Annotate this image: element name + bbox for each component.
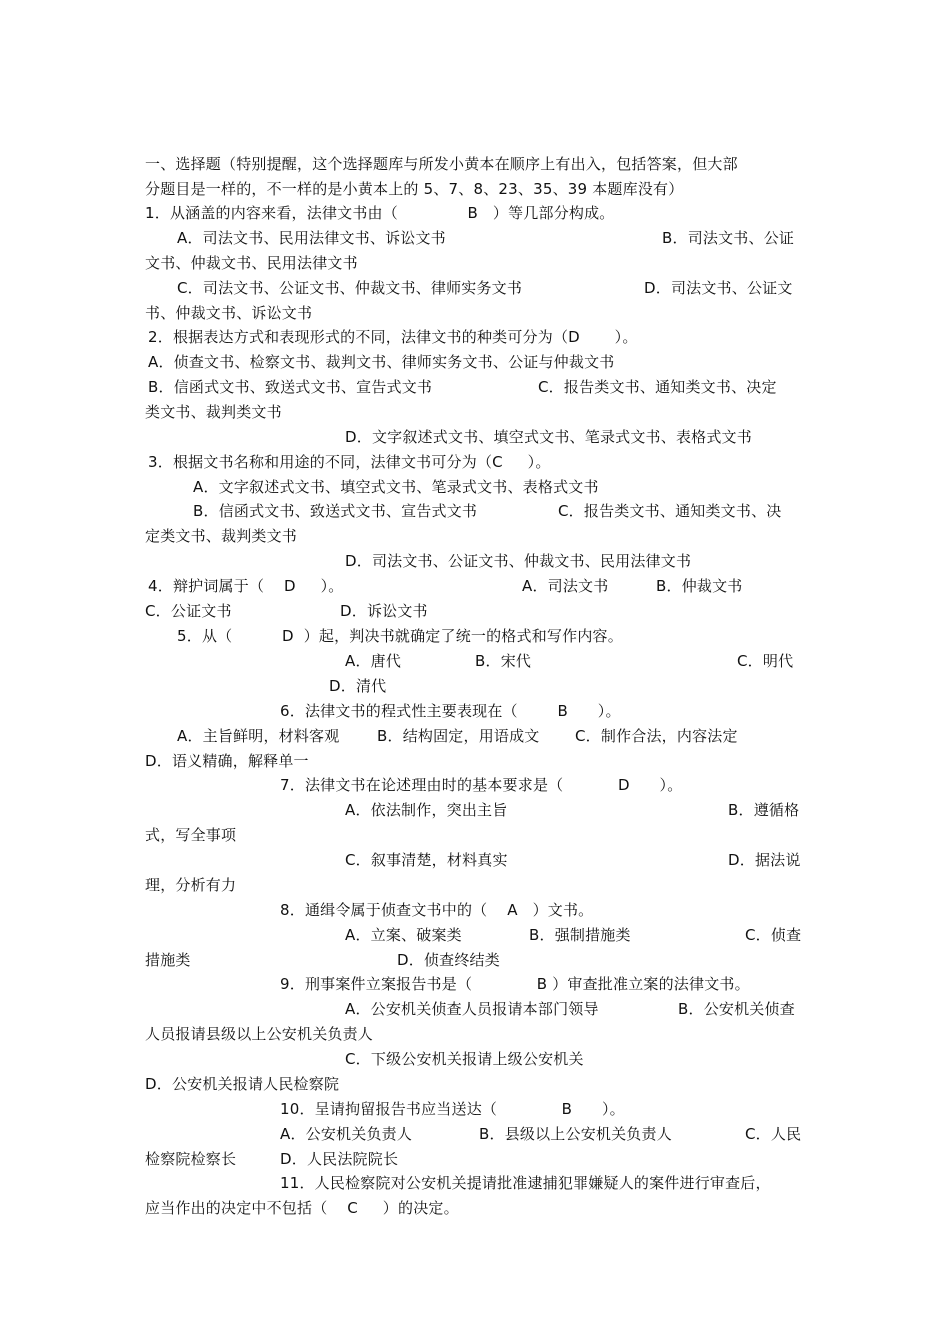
option-text: B．遵循格 (728, 801, 800, 819)
option-text: C．报告类文书、通知类文书、决 (558, 502, 782, 520)
option-text: C．制作合法，内容法定 (575, 727, 738, 745)
option-text: 检察院检察长 (145, 1150, 237, 1168)
option-text: B．强制措施类 (529, 926, 631, 944)
question-stem: 5．从（ D ）起，判决书就确定了统一的格式和写作内容。 (177, 627, 623, 645)
option-text: A．司法文书 (522, 577, 609, 595)
question-stem: 11．人民检察院对公安机关提请批准逮捕犯罪嫌疑人的案件进行审查后， (280, 1174, 771, 1192)
option-text: D．据法说 (728, 851, 801, 869)
question-stem-continued: 应当作出的决定中不包括（ C ）的决定。 (145, 1199, 459, 1217)
question-stem: 1．从涵盖的内容来看，法律文书由（ B ）等几部分构成。 (145, 204, 615, 222)
option-text: D．文字叙述式文书、填空式文书、笔录式文书、表格式文书 (345, 428, 752, 446)
option-text: A．立案、破案类 (345, 926, 462, 944)
option-text: A．司法文书、民用法律文书、诉讼文书 (177, 229, 446, 247)
option-text: C．人民 (745, 1125, 802, 1143)
question-stem: 2．根据表达方式和表现形式的不同，法律文书的种类可分为（D ）。 (148, 328, 638, 346)
option-text: B．司法文书、公证 (662, 229, 795, 247)
option-text: A．唐代 (345, 652, 402, 670)
intro-line-1: 一、选择题（特别提醒，这个选择题库与所发小黄本在顺序上有出入，包括答案，但大部 (145, 155, 738, 173)
option-text: 书、仲裁文书、诉讼文书 (145, 304, 313, 322)
option-text: D．人民法院院长 (280, 1150, 399, 1168)
option-text: D．语义精确，解释单一 (145, 752, 309, 770)
option-text: B．信函式文书、致送式文书、宣告式文书 (193, 502, 478, 520)
option-text: D．公安机关报请人民检察院 (145, 1075, 340, 1093)
option-text: C．报告类文书、通知类文书、决定 (538, 378, 777, 396)
question-stem: 8．通缉令属于侦查文书中的（ A ）文书。 (280, 901, 594, 919)
option-text: 文书、仲裁文书、民用法律文书 (145, 254, 358, 272)
option-text: A．侦查文书、检察文书、裁判文书、律师实务文书、公证与仲裁文书 (148, 353, 615, 371)
option-text: B．公安机关侦查 (678, 1000, 795, 1018)
option-text: C．侦查 (745, 926, 802, 944)
option-text: A．文字叙述式文书、填空式文书、笔录式文书、表格式文书 (193, 478, 599, 496)
option-text: 理，分析有力 (145, 876, 237, 894)
question-stem: 4．辩护词属于（ D ）。 (148, 577, 344, 595)
option-text: B．信函式文书、致送式文书、宣告式文书 (148, 378, 433, 396)
question-stem: 6．法律文书的程式性主要表现在（ B ）。 (280, 702, 621, 720)
option-text: 人员报请县级以上公安机关负责人 (145, 1025, 374, 1043)
option-text: D．侦查终结类 (397, 951, 500, 969)
option-text: 措施类 (145, 951, 191, 969)
option-text: D．诉讼文书 (340, 602, 428, 620)
option-text: A．依法制作，突出主旨 (345, 801, 508, 819)
option-text: D．司法文书、公证文 (644, 279, 793, 297)
option-text: 式，写全事项 (145, 826, 237, 844)
question-stem: 10．呈请拘留报告书应当送达（ B ）。 (280, 1100, 625, 1118)
question-stem: 7．法律文书在论述理由时的基本要求是（ D ）。 (280, 776, 683, 794)
option-text: 类文书、裁判类文书 (145, 403, 282, 421)
option-text: C．公证文书 (145, 602, 232, 620)
option-text: C．下级公安机关报请上级公安机关 (345, 1050, 584, 1068)
option-text: B．宋代 (475, 652, 532, 670)
option-text: D．司法文书、公证文书、仲裁文书、民用法律文书 (345, 552, 692, 570)
option-text: B．结构固定，用语成文 (377, 727, 540, 745)
option-text: A．公安机关负责人 (280, 1125, 413, 1143)
option-text: D．清代 (329, 677, 387, 695)
option-text: 定类文书、裁判类文书 (145, 527, 298, 545)
option-text: C．叙事清楚，材料真实 (345, 851, 508, 869)
question-stem: 3．根据文书名称和用途的不同，法律文书可分为（C ）。 (148, 453, 551, 471)
option-text: C．明代 (737, 652, 794, 670)
question-stem: 9．刑事案件立案报告书是（ B ）审查批准立案的法律文书。 (280, 975, 750, 993)
option-text: B．仲裁文书 (656, 577, 743, 595)
option-text: B．县级以上公安机关负责人 (479, 1125, 672, 1143)
intro-line-2: 分题目是一样的，不一样的是小黄本上的 5、7、8、23、35、39 本题库没有） (145, 180, 684, 198)
option-text: C．司法文书、公证文书、仲裁文书、律师实务文书 (177, 279, 523, 297)
option-text: A．公安机关侦查人员报请本部门领导 (345, 1000, 599, 1018)
option-text: A．主旨鲜明，材料客观 (177, 727, 340, 745)
